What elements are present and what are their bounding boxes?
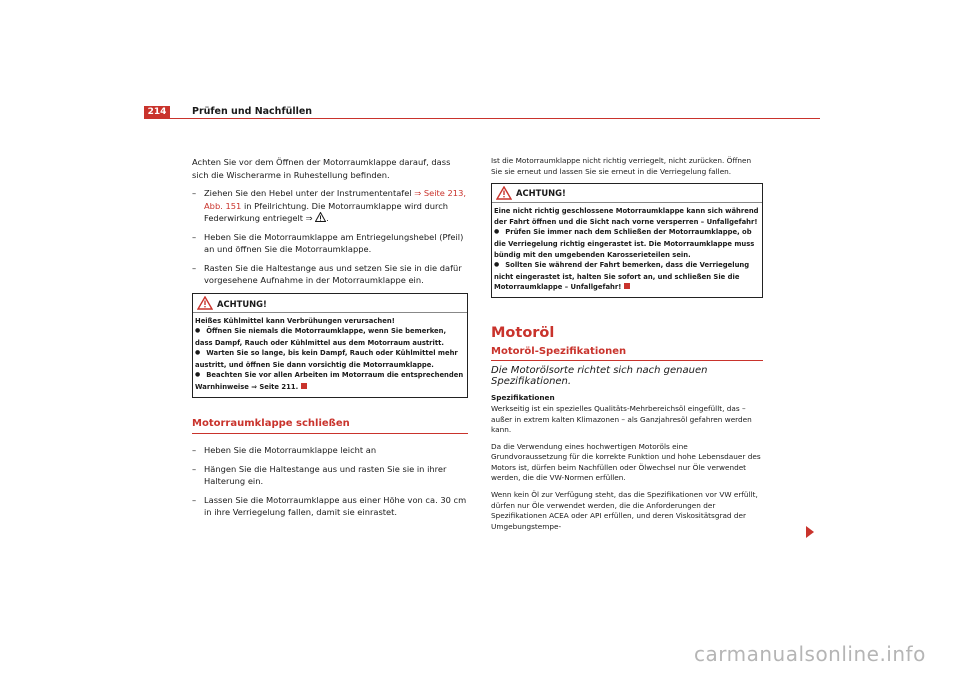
- intro-paragraph: Achten Sie vor dem Öffnen der Motorraumklappe darauf, dass sich die Wischerarme in Ruhestellung befinden.: [192, 157, 451, 180]
- dash-marker: –: [192, 463, 197, 474]
- warning-body: [492, 203, 762, 297]
- warning-body: [193, 313, 467, 397]
- lead-text: Die Motorölsorte richtet sich nach genauen Spezifikationen.: [491, 365, 708, 387]
- watermark: carmanualsonline.info: [694, 642, 926, 666]
- step-text: Lassen Sie die Motorraumklappe aus einer Höhe von ca. 30 cm in ihre Verriegelung fallen, damit sie einrastet.: [204, 494, 467, 518]
- warning-bullet: [494, 260, 760, 293]
- warning-box: [192, 293, 468, 398]
- section-end-marker: [624, 283, 630, 289]
- dash-marker: –: [192, 262, 197, 273]
- step-item: [192, 463, 468, 488]
- warning-header: [492, 184, 762, 203]
- warning-triangle-icon: [496, 186, 512, 200]
- warning-header: [193, 294, 467, 313]
- header-rule: [144, 118, 820, 119]
- subsection-title: Motoröl-Spezifikationen: [491, 347, 763, 362]
- step-text: .: [326, 213, 329, 223]
- step-text: Heben Sie die Motorraumklappe am Entriegelungshebel (Pfeil) an und öffnen Sie die Motorraumklappe.: [204, 231, 464, 254]
- step-text: Rasten Sie die Haltestange aus und setzen Sie sie in die dafür vorgesehene Aufnahme in der Motorraumklappe ein.: [204, 262, 462, 285]
- step-item: [192, 262, 468, 287]
- step-text: Heben Sie die Motorraumklappe leicht an: [204, 445, 377, 456]
- step-text: Ziehen Sie den Hebel unter der Instrumententafel: [204, 188, 415, 198]
- dash-marker: –: [192, 231, 197, 242]
- running-header-title: Prüfen und Nachfüllen: [192, 106, 313, 117]
- step-item: [192, 231, 468, 256]
- dash-marker: –: [192, 445, 197, 456]
- warning-bullet: ● Warten Sie so lange, bis kein Dampf, Rauch oder Kühlmittel mehr austritt, und öffnen Sie dann vorsichtig die Motorraumklappe.: [195, 348, 465, 370]
- warning-intro: Heißes Kühlmittel kann Verbrühungen verursachen!: [195, 316, 395, 325]
- next-page-arrow-icon[interactable]: [806, 526, 814, 538]
- warning-box: [491, 183, 763, 298]
- spec-paragraph: Werkseitig ist ein spezielles Qualitäts-Mehrbereichsöl eingefüllt, das – außer in extrem kalten Klimazonen – als Ganzjahresöl gefahren werden kann.: [491, 403, 752, 435]
- page-number: 214: [144, 106, 170, 119]
- warning-bullet-text: Beachten Sie vor allen Arbeiten im Motorraum die entsprechenden Warnhinweise ⇒ Seite 211.: [195, 371, 464, 392]
- step-item: [192, 494, 468, 519]
- dash-marker: –: [192, 494, 197, 505]
- warning-bullet: ● Öffnen Sie niemals die Motorraumklappe, wenn Sie bemerken, dass Dampf, Rauch oder Kühlmittel aus dem Motorraum austritt.: [195, 326, 465, 348]
- intro-paragraph: Ist die Motorraumklappe nicht richtig verriegelt, nicht zurücken. Öffnen Sie sie erneut und lassen Sie sie erneut in die Verriegelung fallen.: [491, 156, 752, 176]
- spec-paragraph: Da die Verwendung eines hochwertigen Motoröls eine Grundvoraussetzung für die korrekte Funktion und hohe Lebensdauer des Motors ist, dürfen beim Nachfüllen oder Ölwechsel nur Öle verwendet werden, die die VW-Normen erfüllen.: [491, 441, 761, 483]
- section-end-marker: [301, 383, 307, 389]
- warning-triangle-icon: [197, 296, 213, 310]
- section-title: Motorraumklappe schließen: [192, 418, 468, 435]
- step-item: [192, 187, 468, 225]
- warning-bullet: ● Prüfen Sie immer nach dem Schließen der Motorraumklappe, ob die Verriegelung richtig eingerastet ist. Die Motorraumklappe muss bündig mit den umgebenden Karosserieteilen sein.: [494, 227, 760, 260]
- right-column: [491, 156, 763, 538]
- warning-title: ACHTUNG!: [217, 298, 267, 309]
- spec-paragraph: Wenn kein Öl zur Verfügung steht, das die Spezifikationen vor VW erfüllt, dürfen nur Öle verwendet werden, die die Anforderungen der Spezifikationen ACEA oder API erfüllen, und deren Viskositätsgrad der Umgebungstempe-: [491, 490, 758, 531]
- left-column: [192, 156, 468, 525]
- spec-heading: Spezifikationen: [491, 393, 555, 403]
- warning-title: ACHTUNG!: [516, 188, 566, 199]
- cross-reference-link[interactable]: ⇒ Seite 213, Abb. 151: [204, 188, 466, 211]
- step-text: in Pfeilrichtung. Die Motorraumklappe wird durch Federwirkung entriegelt ⇒: [204, 200, 449, 223]
- chapter-title: Motoröl: [491, 324, 555, 341]
- step-item: [192, 444, 468, 457]
- step-text: Hängen Sie die Haltestange aus und rasten Sie sie in ihrer Halterung ein.: [204, 463, 447, 487]
- dash-marker: –: [192, 188, 197, 198]
- warning-intro: Eine nicht richtig geschlossene Motorraumklappe kann sich während der Fahrt öffnen und die Sicht nach vorne versperren – Unfallgefahr!: [494, 207, 759, 226]
- warning-bullet-text: Sollten Sie während der Fahrt bemerken, dass die Verriegelung nicht eingerastet ist, halten Sie sofort an, und schließen Sie die Motorraumklappe – Unfallgefahr!: [494, 261, 750, 292]
- warning-bullet: [195, 370, 465, 392]
- warning-triangle-icon: [315, 212, 326, 222]
